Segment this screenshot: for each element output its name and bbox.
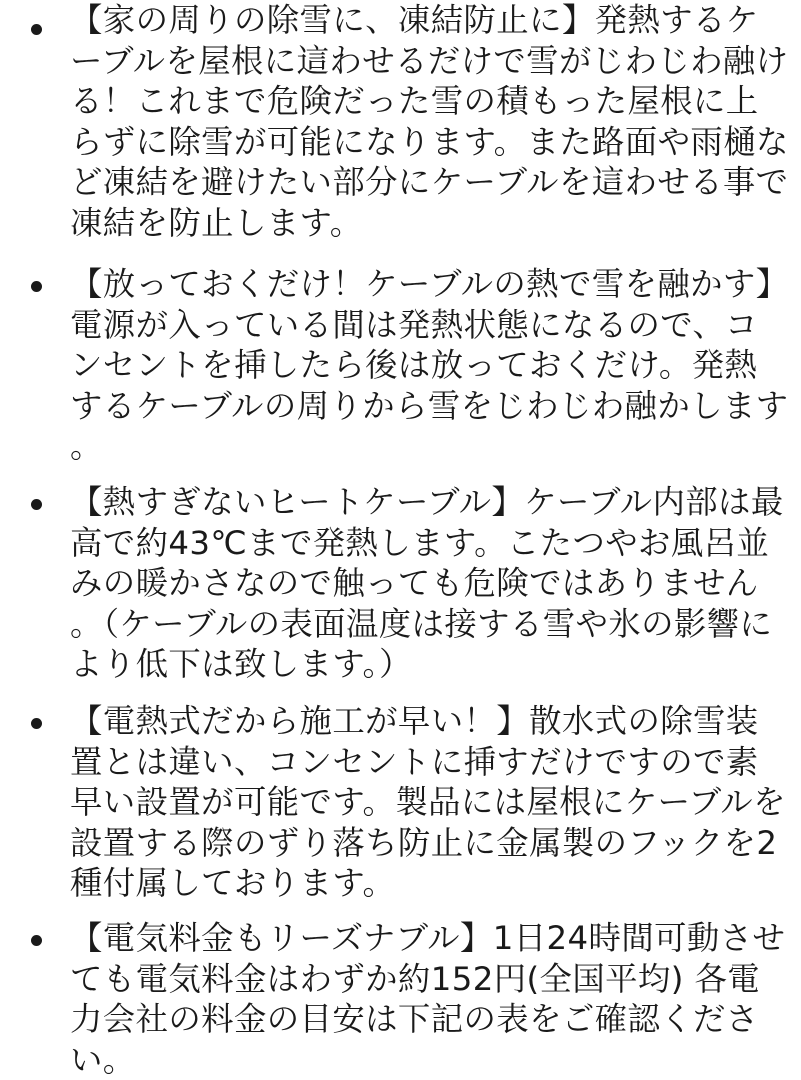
bullet-text: 【電熱式だから施工が早い！】散水式の除雪装置とは違い、コンセントに挿すだけですので素早い設置が可能です。製品には屋根にケーブルを設置する際のずり落ち防止に金属製のフックを2種付属しております。: [70, 702, 786, 902]
bullet-text: 【家の周りの除雪に、凍結防止に】発熱するケーブルを屋根に這わせるだけで雪がじわじわ融ける！これまで危険だった雪の積もった屋根に上らずに除雪が可能になります。また路面や雨樋など凍結を避けたい部分にケーブルを這わせる事で凍結を防止します。: [70, 1, 789, 242]
bullet-dot: [31, 24, 42, 35]
bullet-text: 【熱すぎないヒートケーブル】ケーブル内部は最高で約43℃まで発熱します。こたつやお風呂並みの暖かさなので触っても危険ではありません。（ケーブルの表面温度は接する雪や氷の影響により低下は致します。）: [70, 483, 784, 683]
bullet-dot: [31, 718, 42, 729]
bullet-dot: [31, 499, 42, 510]
bullet-text: 【電気料金もリーズナブル】1日24時間可動させても電気料金はわずか約152円(全国平均) 各電力会社の料金の目安は下記の表をご確認ください。: [70, 919, 786, 1079]
bullet-text: 【放っておくだけ！ケーブルの熱で雪を融かす】電源が入っている間は発熱状態になるので、コンセントを挿したら後は放っておくだけ。発熱するケーブルの周りから雪をじわじわ融かします。: [70, 265, 789, 465]
bullet-dot: [31, 935, 42, 946]
bullet-dot: [31, 281, 42, 292]
